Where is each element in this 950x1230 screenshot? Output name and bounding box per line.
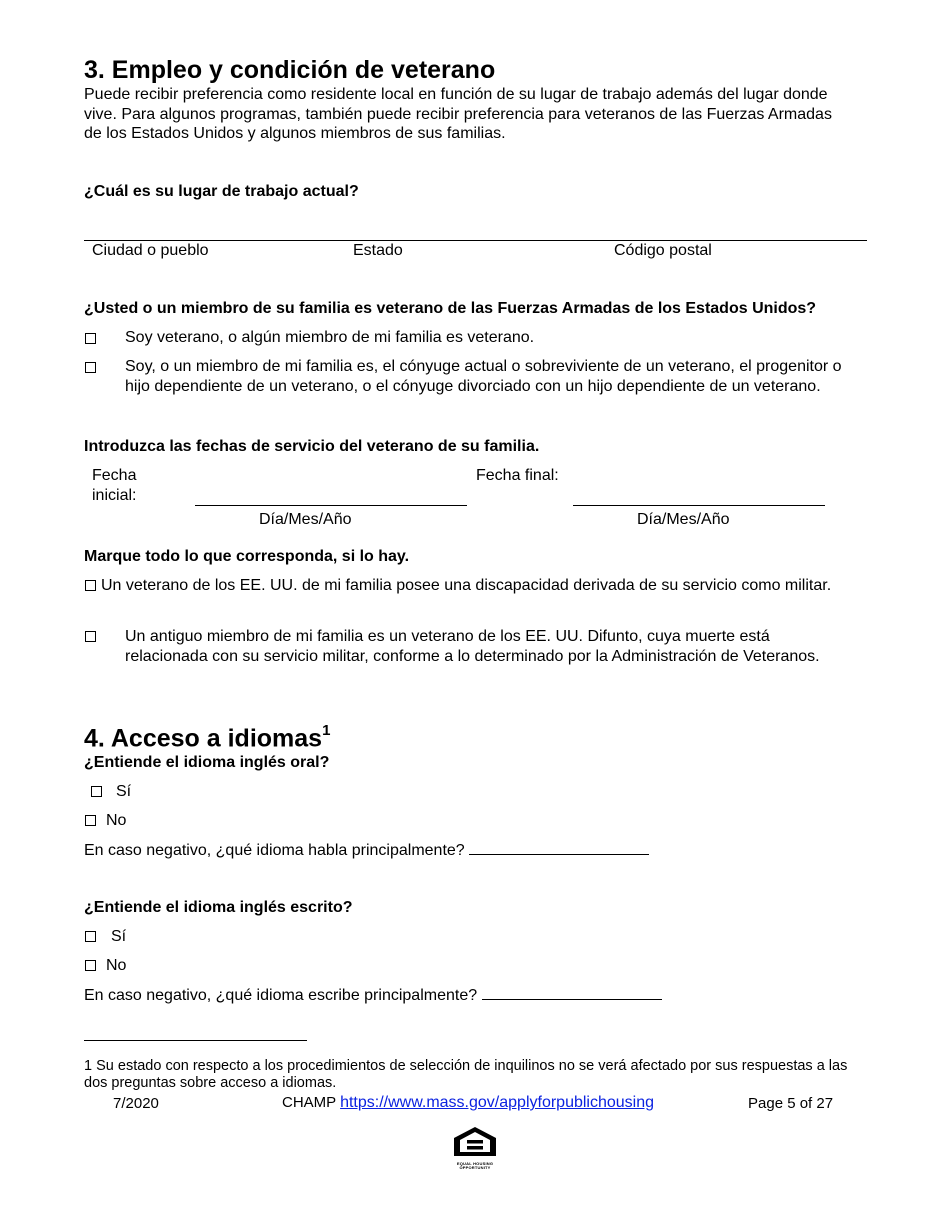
veteran-option-2-checkbox[interactable] [85, 362, 96, 373]
veteran-option-1-label: Soy veterano, o algún miembro de mi familia es veterano. [125, 329, 535, 346]
mark-option-2-label: Un antiguo miembro de mi familia es un veterano de los EE. UU. Difunto, cuya muerte está relacionada con su servicio militar, conforme a lo determinado por la Administración de Veteranos. [125, 628, 820, 665]
footnote-ref: 1 [322, 722, 331, 739]
zip-label: Código postal [614, 242, 712, 259]
oral-followup-text: En caso negativo, ¿qué idioma habla principalmente? [84, 842, 465, 859]
mark-option-1-label: Un veterano de los EE. UU. de mi familia posee una discapacidad derivada de su servicio como militar. [101, 577, 832, 594]
equal-housing-icon [451, 1125, 499, 1157]
written-no-label: No [106, 957, 127, 974]
end-date-input[interactable] [573, 505, 825, 506]
section-3-title: 3. Empleo y condición de veterano [84, 56, 496, 84]
written-language-input[interactable] [482, 985, 662, 1000]
oral-english-question: ¿Entiende el idioma inglés oral? [84, 754, 330, 771]
service-dates-heading: Introduzca las fechas de servicio del veterano de su familia. [84, 438, 540, 455]
section-4-title [84, 724, 330, 753]
footer-page-number: Page 5 of 27 [748, 1095, 834, 1112]
start-date-label: Fecha inicial: [92, 467, 137, 504]
written-followup-text: En caso negativo, ¿qué idioma escribe principalmente? [84, 987, 478, 1004]
written-followup [84, 985, 662, 1006]
footnote-text: Su estado con respecto a los procedimientos de selección de inquilinos no se verá afectado por sus respuestas a las dos preguntas sobre acceso a idiomas. [84, 1058, 848, 1091]
veteran-option-1-checkbox[interactable] [85, 333, 96, 344]
workplace-question: ¿Cuál es su lugar de trabajo actual? [84, 183, 359, 200]
veteran-option-2-label: Soy, o un miembro de mi familia es, el cónyuge actual o sobreviviente de un veterano, el progenitor o hijo dependiente de un veterano, o el cónyuge divorciado con un hijo dependiente de un veterano. [125, 358, 842, 395]
footer-date: 7/2020 [113, 1095, 159, 1112]
spoken-language-input[interactable] [469, 840, 649, 855]
footer-url-link[interactable]: https://www.mass.gov/applyforpublichousing [340, 1094, 655, 1111]
footer-program-name: CHAMP [282, 1094, 336, 1111]
end-date-format: Día/Mes/Año [637, 511, 730, 528]
oral-no-checkbox[interactable] [85, 815, 96, 826]
written-no-checkbox[interactable] [85, 960, 96, 971]
equal-housing-text: EQUAL HOUSING OPPORTUNITY [456, 1162, 494, 1170]
equal-housing-logo [451, 1125, 499, 1170]
footnote-separator [84, 1040, 307, 1041]
footnote-number: 1 [84, 1058, 93, 1074]
mark-all-heading: Marque todo lo que corresponda, si lo hay. [84, 548, 410, 565]
section-4-title-text: 4. Acceso a idiomas [84, 724, 323, 753]
oral-no-label: No [106, 812, 127, 829]
state-label: Estado [353, 242, 403, 259]
written-english-question: ¿Entiende el idioma inglés escrito? [84, 899, 353, 916]
written-yes-label: Sí [111, 928, 127, 945]
start-date-input[interactable] [195, 505, 467, 506]
start-date-format: Día/Mes/Año [259, 511, 352, 528]
section-3-intro: Puede recibir preferencia como residente local en función de su lugar de trabajo además del lugar donde vive. Para algunos programas, también puede recibir preferencia para veteranos de las Fuerzas Armadas de los Estados Unidos y algunos miembros de sus familias. [84, 86, 832, 142]
mark-option-2-checkbox[interactable] [85, 631, 96, 642]
oral-yes-checkbox[interactable] [91, 786, 102, 797]
oral-followup [84, 840, 649, 861]
written-yes-checkbox[interactable] [85, 931, 96, 942]
end-date-label: Fecha final: [476, 467, 559, 484]
footer-program [282, 1094, 654, 1112]
footnote [84, 1058, 874, 1092]
city-label: Ciudad o pueblo [92, 242, 209, 259]
oral-yes-label: Sí [116, 783, 132, 800]
veteran-question: ¿Usted o un miembro de su familia es veterano de las Fuerzas Armadas de los Estados Unidos? [84, 300, 817, 317]
